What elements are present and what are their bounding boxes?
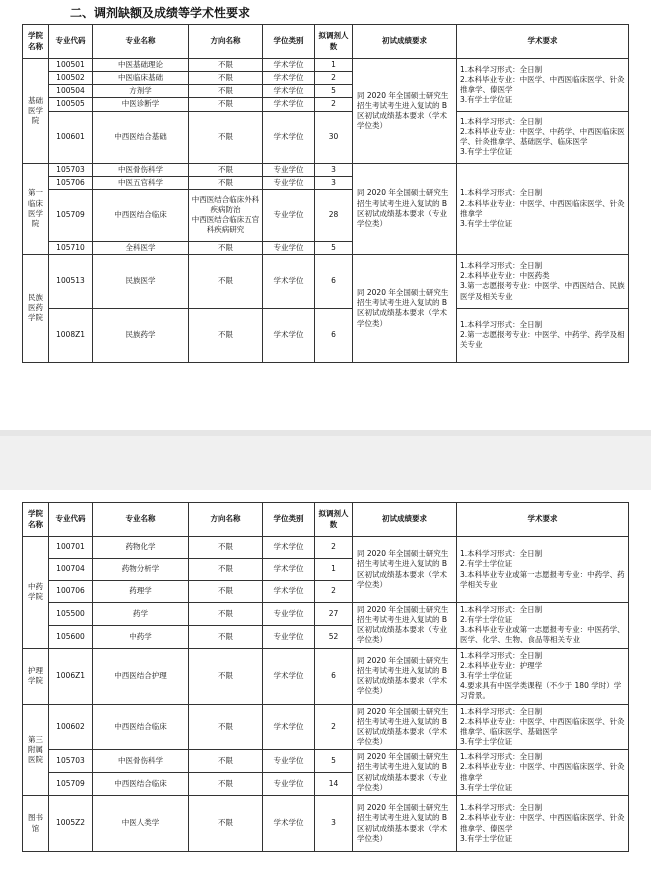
college-name: 中药学院	[23, 537, 49, 649]
major-code: 100504	[49, 85, 93, 98]
major-name: 方剂学	[93, 85, 189, 98]
degree-type: 学术学位	[263, 704, 315, 750]
degree-type: 学术学位	[263, 85, 315, 98]
major-name: 中医基础理论	[93, 59, 189, 72]
table-1	[22, 24, 629, 363]
page-separator	[0, 430, 651, 490]
major-name: 中医人类学	[93, 796, 189, 852]
academic-requirement: 1.本科学习形式：全日制 2.本科毕业专业：中医药类 3.第一志愿报考专业：中医学、中西医结合、民族医学及相关专业	[457, 254, 629, 308]
first-exam-requirement: 同 2020 年全国硕士研究生招生考试考生进入复试的 B 区初试成绩基本要求（学术学位类）	[353, 59, 457, 164]
adjust-count: 27	[315, 603, 353, 626]
page-1	[0, 0, 651, 428]
major-name: 中医五官科学	[93, 176, 189, 189]
adjust-count: 2	[315, 704, 353, 750]
direction-name: 不限	[189, 176, 263, 189]
table-row	[23, 648, 629, 704]
direction-name: 中西医结合临床外科疾病防治 中西医结合临床五官科疾病研究	[189, 189, 263, 241]
academic-requirement: 1.本科学习形式：全日制 2.本科毕业专业：中医学、中西医临床医学、针灸推拿学、临床医学、基础医学 3.有学士学位证	[457, 704, 629, 750]
major-code: 100505	[49, 98, 93, 111]
adjust-count: 3	[315, 163, 353, 176]
first-exam-requirement: 同 2020 年全国硕士研究生招生考试考生进入复试的 B 区初试成绩基本要求（学术学位类）	[353, 254, 457, 362]
table-2	[22, 502, 629, 852]
adjust-count: 2	[315, 581, 353, 603]
major-name: 中西医结合临床	[93, 704, 189, 750]
table-row	[23, 308, 629, 362]
academic-requirement: 1.本科学习形式：全日制 2.本科毕业专业：中医学、中西医临床医学、针灸推拿学、傣医学 3.有学士学位证	[457, 59, 629, 112]
header-degree-type: 学位类别	[263, 503, 315, 537]
direction-name: 不限	[189, 254, 263, 308]
header-major: 专业名称	[93, 503, 189, 537]
college-name: 民族医药学院	[23, 254, 49, 362]
header-degree-type: 学位类别	[263, 25, 315, 59]
section-title: 二、调剂缺额及成绩等学术性要求	[70, 6, 251, 20]
header-academic: 学术要求	[457, 503, 629, 537]
degree-type: 学术学位	[263, 111, 315, 163]
direction-name: 不限	[189, 111, 263, 163]
degree-type: 学术学位	[263, 581, 315, 603]
direction-name: 不限	[189, 750, 263, 773]
header-direction: 方向名称	[189, 25, 263, 59]
adjust-count: 14	[315, 773, 353, 796]
major-name: 药理学	[93, 581, 189, 603]
college-name: 护理学院	[23, 648, 49, 704]
major-code: 100701	[49, 537, 93, 559]
first-exam-requirement: 同 2020 年全国硕士研究生招生考试考生进入复试的 B 区初试成绩基本要求（专业学位类）	[353, 750, 457, 796]
major-code: 100602	[49, 704, 93, 750]
adjust-count: 6	[315, 308, 353, 362]
academic-requirement: 1.本科学习形式：全日制 2.第一志愿报考专业：中医学、中药学、药学及相关专业	[457, 308, 629, 362]
major-name: 中西医结合临床	[93, 773, 189, 796]
major-code: 100706	[49, 581, 93, 603]
header-row	[23, 25, 629, 59]
direction-name: 不限	[189, 559, 263, 581]
table-row	[23, 254, 629, 308]
direction-name: 不限	[189, 241, 263, 254]
adjust-count: 6	[315, 648, 353, 704]
major-name: 民族药学	[93, 308, 189, 362]
college-name: 基础医学院	[23, 59, 49, 164]
degree-type: 专业学位	[263, 750, 315, 773]
adjust-count: 3	[315, 176, 353, 189]
major-code: 100501	[49, 59, 93, 72]
degree-type: 学术学位	[263, 98, 315, 111]
adjust-count: 30	[315, 111, 353, 163]
degree-type: 专业学位	[263, 189, 315, 241]
degree-type: 学术学位	[263, 537, 315, 559]
header-code: 专业代码	[49, 25, 93, 59]
header-code: 专业代码	[49, 503, 93, 537]
academic-requirement: 1.本科学习形式：全日制 2.本科毕业专业：护理学 3.有学士学位证 4.要求具有中医学类课程（不少于 180 学时）学习背景。	[457, 648, 629, 704]
direction-name: 不限	[189, 308, 263, 362]
direction-name: 不限	[189, 648, 263, 704]
header-count: 拟调剂人数	[315, 25, 353, 59]
table-row	[23, 537, 629, 559]
major-name: 民族医学	[93, 254, 189, 308]
major-name: 中西医结合护理	[93, 648, 189, 704]
major-code: 105706	[49, 176, 93, 189]
major-code: 105703	[49, 163, 93, 176]
major-name: 中药学	[93, 625, 189, 648]
degree-type: 学术学位	[263, 648, 315, 704]
direction-name: 不限	[189, 603, 263, 626]
major-name: 中西医结合临床	[93, 189, 189, 241]
major-code: 100601	[49, 111, 93, 163]
major-code: 105709	[49, 773, 93, 796]
header-first-exam: 初试成绩要求	[353, 503, 457, 537]
adjust-count: 5	[315, 750, 353, 773]
adjust-count: 1	[315, 59, 353, 72]
table-row	[23, 59, 629, 72]
major-code: 100513	[49, 254, 93, 308]
direction-name: 不限	[189, 537, 263, 559]
direction-name: 不限	[189, 72, 263, 85]
major-name: 中医诊断学	[93, 98, 189, 111]
major-name: 中医临床基础	[93, 72, 189, 85]
academic-requirement: 1.本科学习形式：全日制 2.本科毕业专业：中医学、中西医临床医学、针灸推拿学 3.有学士学位证	[457, 750, 629, 796]
page-2	[0, 490, 651, 891]
direction-name: 不限	[189, 581, 263, 603]
header-row	[23, 503, 629, 537]
table-row	[23, 603, 629, 626]
first-exam-requirement: 同 2020 年全国硕士研究生招生考试考生进入复试的 B 区初试成绩基本要求（专业学位类）	[353, 603, 457, 649]
header-count: 拟调剂人数	[315, 503, 353, 537]
adjust-count: 5	[315, 241, 353, 254]
major-code: 105703	[49, 750, 93, 773]
academic-requirement: 1.本科学习形式：全日制 2.本科毕业专业：中医学、中西医临床医学、针灸推拿学 3.有学士学位证	[457, 163, 629, 254]
degree-type: 专业学位	[263, 241, 315, 254]
major-name: 药物分析学	[93, 559, 189, 581]
major-code: 100704	[49, 559, 93, 581]
header-direction: 方向名称	[189, 503, 263, 537]
first-exam-requirement: 同 2020 年全国硕士研究生招生考试考生进入复试的 B 区初试成绩基本要求（学术学位类）	[353, 648, 457, 704]
major-name: 药物化学	[93, 537, 189, 559]
first-exam-requirement: 同 2020 年全国硕士研究生招生考试考生进入复试的 B 区初试成绩基本要求（学术学位类）	[353, 704, 457, 750]
major-name: 中医骨伤科学	[93, 163, 189, 176]
adjust-count: 2	[315, 72, 353, 85]
header-first-exam: 初试成绩要求	[353, 25, 457, 59]
direction-name: 不限	[189, 85, 263, 98]
direction-name: 不限	[189, 625, 263, 648]
degree-type: 学术学位	[263, 254, 315, 308]
degree-type: 专业学位	[263, 773, 315, 796]
major-code: 105500	[49, 603, 93, 626]
header-college: 学院名称	[23, 25, 49, 59]
major-code: 105709	[49, 189, 93, 241]
college-name: 图书馆	[23, 796, 49, 852]
major-name: 中医骨伤科学	[93, 750, 189, 773]
table-row	[23, 704, 629, 750]
first-exam-requirement: 同 2020 年全国硕士研究生招生考试考生进入复试的 B 区初试成绩基本要求（专业学位类）	[353, 163, 457, 254]
degree-type: 专业学位	[263, 625, 315, 648]
college-name: 第三附属医院	[23, 704, 49, 796]
direction-name: 不限	[189, 59, 263, 72]
academic-requirement: 1.本科学习形式：全日制 2.本科毕业专业：中医学、中药学、中西医临床医学、针灸推拿学、基础医学、临床医学 3.有学士学位证	[457, 111, 629, 163]
first-exam-requirement: 同 2020 年全国硕士研究生招生考试考生进入复试的 B 区初试成绩基本要求（学术学位类）	[353, 537, 457, 603]
adjust-count: 1	[315, 559, 353, 581]
degree-type: 专业学位	[263, 176, 315, 189]
header-college: 学院名称	[23, 503, 49, 537]
degree-type: 学术学位	[263, 559, 315, 581]
first-exam-requirement: 同 2020 年全国硕士研究生招生考试考生进入复试的 B 区初试成绩基本要求（学术学位类）	[353, 796, 457, 852]
degree-type: 学术学位	[263, 308, 315, 362]
adjust-count: 2	[315, 537, 353, 559]
header-academic: 学术要求	[457, 25, 629, 59]
degree-type: 专业学位	[263, 163, 315, 176]
adjust-count: 52	[315, 625, 353, 648]
academic-requirement: 1.本科学习形式：全日制 2.有学士学位证 3.本科毕业专业或第一志愿报考专业：中药学、药学相关专业	[457, 537, 629, 603]
table-row	[23, 163, 629, 176]
table-row	[23, 796, 629, 852]
degree-type: 学术学位	[263, 72, 315, 85]
adjust-count: 5	[315, 85, 353, 98]
major-code: 105600	[49, 625, 93, 648]
table-row	[23, 750, 629, 773]
direction-name: 不限	[189, 163, 263, 176]
table-row	[23, 111, 629, 163]
adjust-count: 3	[315, 796, 353, 852]
degree-type: 专业学位	[263, 603, 315, 626]
direction-name: 不限	[189, 773, 263, 796]
adjust-count: 6	[315, 254, 353, 308]
major-code: 100502	[49, 72, 93, 85]
adjust-count: 28	[315, 189, 353, 241]
adjust-count: 2	[315, 98, 353, 111]
major-name: 全科医学	[93, 241, 189, 254]
major-name: 药学	[93, 603, 189, 626]
direction-name: 不限	[189, 98, 263, 111]
major-code: 1005Z2	[49, 796, 93, 852]
degree-type: 学术学位	[263, 59, 315, 72]
degree-type: 学术学位	[263, 796, 315, 852]
direction-name: 不限	[189, 796, 263, 852]
direction-name: 不限	[189, 704, 263, 750]
major-code: 1008Z1	[49, 308, 93, 362]
major-code: 1006Z1	[49, 648, 93, 704]
header-major: 专业名称	[93, 25, 189, 59]
college-name: 第一临床医学院	[23, 163, 49, 254]
major-name: 中西医结合基础	[93, 111, 189, 163]
academic-requirement: 1.本科学习形式：全日制 2.有学士学位证 3.本科毕业专业或第一志愿报考专业：中医药学、医学、化学、生物、食品等相关专业	[457, 603, 629, 649]
major-code: 105710	[49, 241, 93, 254]
academic-requirement: 1.本科学习形式：全日制 2.本科毕业专业：中医学、中西医临床医学、针灸推拿学、傣医学 3.有学士学位证	[457, 796, 629, 852]
